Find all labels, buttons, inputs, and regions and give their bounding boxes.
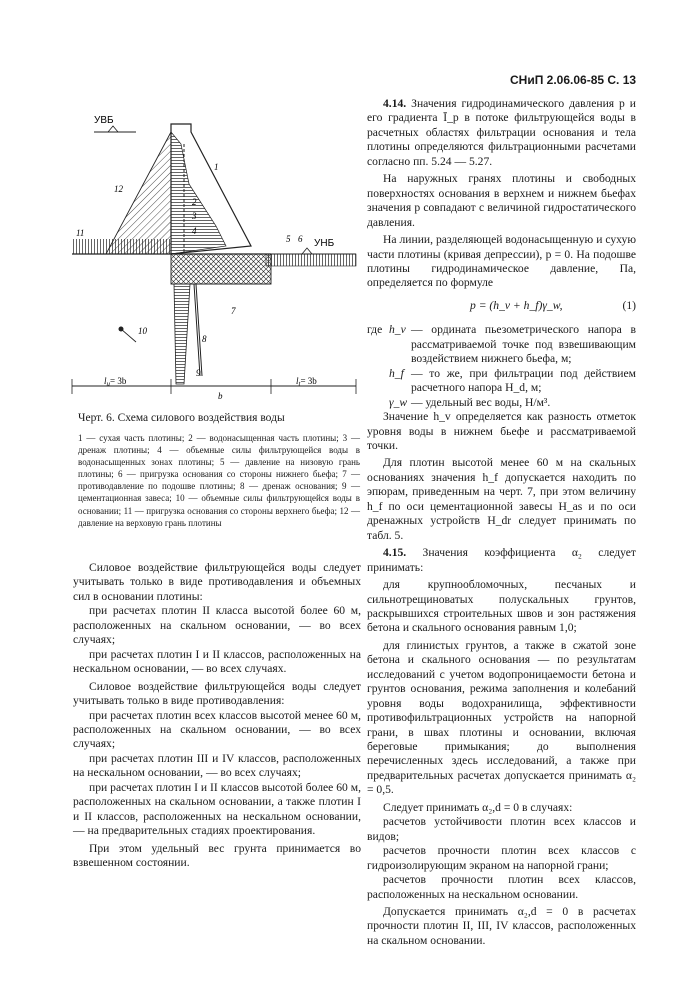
right-paragraph: Допускается принимать α₂,d = 0 в расчетах прочности плотин II, III, IV классов, расположенных на скальном основании.: [367, 905, 636, 947]
right-paragraph: На наружных гранях плотины и свободных поверхностях основания в верхнем и нижнем бьефах значения p совпадают с величиной гидростатического давления.: [367, 172, 636, 229]
def-text: — ордината пьезометрического напора в рассматриваемой точке под взвешивающим воздействием нижнего бьефа, м;: [411, 323, 636, 366]
right-paragraph: для крупнообломочных, песчаных и сильнотрещиноватых полускальных грунтов, раскрывшихся строительных швов и зон растяжения бетона и скального основания равным 1,0;: [367, 578, 636, 635]
section-number: 4.14.: [383, 97, 407, 110]
lu-label: $l_u= 3b$: [104, 376, 127, 388]
right-paragraph: расчетов прочности плотин всех классов, расположенных на нескальном основании.: [367, 873, 636, 901]
dam-diagram: [66, 114, 359, 402]
where-label: где: [367, 323, 383, 337]
section-4-14: [367, 97, 636, 169]
label-1: 1: [214, 162, 219, 172]
left-paragraph: при расчетах плотин I и II классов, расположенных на нескальном основании, — во всех случаях.: [73, 647, 361, 676]
section-4-15: [367, 546, 636, 575]
def-text: — удельный вес воды, Н/м³.: [411, 395, 551, 409]
left-paragraph: при расчетах плотин II класса высотой более 60 м, расположенных на скальном основании, — во всех случаях;: [73, 604, 361, 647]
right-paragraph: для глинистых грунтов, а также в сжатой зоне бетона и скального основания — по результатам исследований с учетом водопроницаемости бетона и грунтов основания, режима заполнения и колебаний уровня воды водохранилища, эффективности противофильтрационных устройств на напорной грани, в швах плотины и основании, включая береговые примыкания; до выполнения перечисленных здесь исследований, а также при предварительных расчетах допускается принимать α₂ = 0,5.: [367, 638, 636, 797]
left-paragraph: при расчетах плотин I и II классов высотой более 60 м, расположенных на скальном основании, а также плотин I и II классов, расположенных на нескальном основании, — на предварительных стадиях проектирования.: [73, 780, 361, 838]
def-symbol: h_f: [389, 366, 404, 380]
left-paragraph: Силовое воздействие фильтрующейся воды следует учитывать только в виде противодавления:: [73, 679, 361, 708]
page-header: СНиП 2.06.06-85 С. 13: [510, 73, 637, 87]
label-9: 9: [196, 368, 201, 378]
left-column: [73, 561, 361, 871]
section-number: 4.15.: [383, 546, 407, 560]
right-paragraph: Следует принимать α₂,d = 0 в случаях:: [383, 800, 573, 814]
formula: [367, 299, 636, 313]
definitions: [367, 323, 636, 410]
formula-expression: p = (h_v + h_f)γ_w,: [470, 298, 563, 312]
right-paragraph: расчетов устойчивости плотин всех классов и видов;: [367, 815, 636, 843]
b-label: b: [218, 391, 223, 401]
def-symbol: γ_w: [389, 395, 408, 409]
label-4: 4: [192, 226, 197, 236]
label-8: 8: [202, 334, 207, 344]
label-10: 10: [138, 326, 147, 336]
section-text: Значения коэффициента α₂ следует принимать:: [367, 546, 636, 574]
right-column: [367, 97, 636, 948]
lt-label: $l_t= 3b$: [296, 376, 317, 388]
label-12: 12: [114, 184, 123, 194]
def-text: — то же, при фильтрации под действием расчетного напора H_d, м;: [411, 366, 636, 395]
uvb-label: УВБ: [94, 115, 114, 126]
right-paragraph: расчетов прочности плотин всех классов с гидроизолирующим экраном на напорной грани;: [367, 844, 636, 872]
left-paragraph: при расчетах плотин III и IV классов, расположенных на нескальном основании, — во всех случаях;: [73, 751, 361, 780]
label-6: 6: [298, 234, 303, 244]
label-7: 7: [231, 306, 236, 316]
label-2: 2: [192, 197, 197, 207]
figure-legend: 1 — сухая часть плотины; 2 — водонасыщенная часть плотины; 3 — дренаж плотины; 4 — объемные силы фильтрующейся воды в водонасыщенных зонах плотины; 5 — давление на низовую грань плотины; 6 — пригрузка основания со стороны нижнего бьефа; 7 — противодавление по подошве плотины; 8 — дренаж основания; 9 — цементационная завеса; 10 — объемные силы фильтрующейся воды в основании; 11 — пригрузка основания со стороны верхнего бьефа; 12 — давление на верховую грань плотины: [78, 433, 360, 528]
right-paragraph: Значение h_v определяется как разность отметок уровня воды в нижнем бьефе и рассматриваемой точки.: [367, 410, 636, 452]
formula-number: (1): [622, 298, 636, 312]
figure-caption: Черт. 6. Схема силового воздействия воды: [78, 412, 285, 424]
section-text: Значения гидродинамического давления p и его градиента Ī_p в потоке фильтрующейся воды в расчетных областях фильтрации основания и тела плотины определяются фильтрационными расчетами согласно пп. 5.24 — 5.27.: [367, 97, 636, 168]
right-paragraph: На линии, разделяющей водонасыщенную и сухую части плотины (кривая депрессии), p = 0. На подошве плотины гидродинамическое давление, Па, определяется по формуле: [367, 233, 636, 290]
label-3: 3: [192, 211, 197, 221]
unb-label: УНБ: [314, 238, 335, 249]
label-11: 11: [76, 228, 85, 238]
right-paragraph: Для плотин высотой менее 60 м на скальных основаниях значения h_f допускается находить по эпюрам, приведенным на черт. 7, при этом величину h_f по оси цементационной завесы H_as и по оси дренажных устройств H_dr следует принимать по табл. 5.: [367, 456, 636, 542]
left-paragraph: при расчетах плотин всех классов высотой менее 60 м, расположенных на скальном основании, — во всех случаях;: [73, 708, 361, 751]
label-5: 5: [286, 234, 291, 244]
left-paragraph: Силовое воздействие фильтрующейся воды следует учитывать только в виде противодавления и объемных сил в основании плотины:: [73, 561, 361, 603]
def-symbol: h_v: [389, 323, 406, 337]
left-paragraph: При этом удельный вес грунта принимается во взвешенном состоянии.: [73, 841, 361, 870]
